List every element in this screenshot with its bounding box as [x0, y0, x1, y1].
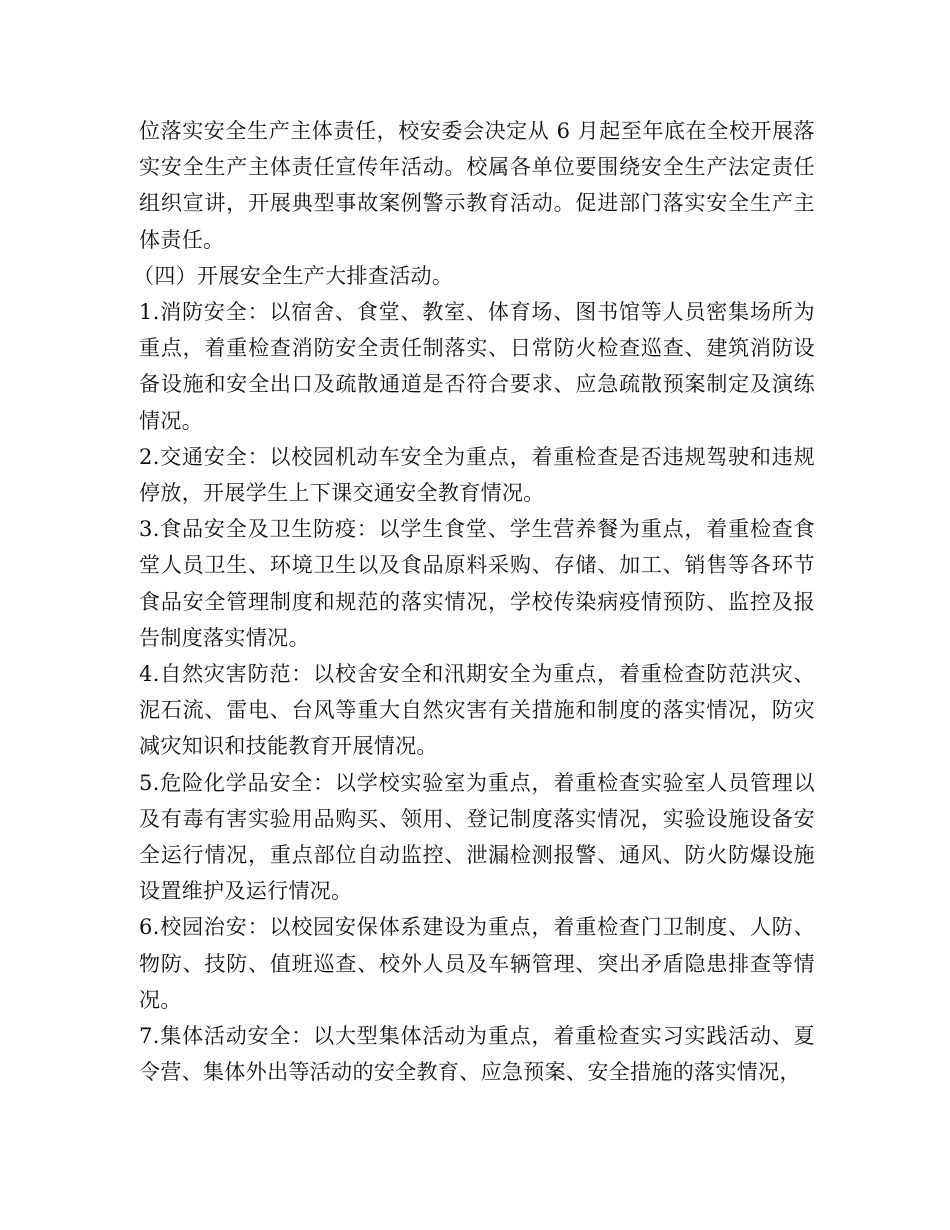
paragraph-campus-security: 6.校园治安：以校园安保体系建设为重点，着重检查门卫制度、人防、物防、技防、值班巡查、校外人员及车辆管理、突出矛盾隐患排查等情况。 [139, 915, 815, 1012]
paragraph-responsibility-campaign: 位落实安全生产主体责任，校安委会决定从 6 月起至年底在全校开展落实安全生产主体责任宣传年活动。校属各单位要围绕安全生产法定责任组织宣讲，开展典型事故案例警示教育活动。促进部门落实安全生产主体责任。 [139, 119, 815, 252]
paragraph-fire-safety: 1.消防安全：以宿舍、食堂、教室、体育场、图书馆等人员密集场所为重点，着重检查消防安全责任制落实、日常防火检查巡查、建筑消防设备设施和安全出口及疏散通道是否符合要求、应急疏散预案制定及演练情况。 [139, 300, 815, 433]
paragraph-group-activity-safety: 7.集体活动安全：以大型集体活动为重点，着重检查实习实践活动、夏令营、集体外出等活动的安全教育、应急预案、安全措施的落实情况， [139, 1024, 815, 1085]
paragraph-food-safety: 3.食品安全及卫生防疫：以学生食堂、学生营养餐为重点，着重检查食堂人员卫生、环境卫生以及食品原料采购、存储、加工、销售等各环节食品安全管理制度和规范的落实情况，学校传染病疫情预防、监控及报告制度落实情况。 [139, 517, 815, 650]
paragraph-hazardous-chemicals: 5.危险化学品安全：以学校实验室为重点，着重检查实验室人员管理以及有毒有害实验用品购买、领用、登记制度落实情况，实验设施设备安全运行情况，重点部位自动监控、泄漏检测报警、通风、防火防爆设施设置维护及运行情况。 [139, 770, 815, 904]
paragraph-natural-disaster: 4.自然灾害防范：以校舍安全和汛期安全为重点，着重检查防范洪灾、泥石流、雷电、台风等重大自然灾害有关措施和制度的落实情况，防灾减灾知识和技能教育开展情况。 [139, 662, 815, 759]
paragraph-traffic-safety: 2.交通安全：以校园机动车安全为重点，着重检查是否违规驾驶和违规停放，开展学生上下课交通安全教育情况。 [139, 444, 815, 506]
document-body [133, 113, 815, 1090]
section-heading-inspection: （四）开展安全生产大排查活动。 [133, 263, 454, 288]
